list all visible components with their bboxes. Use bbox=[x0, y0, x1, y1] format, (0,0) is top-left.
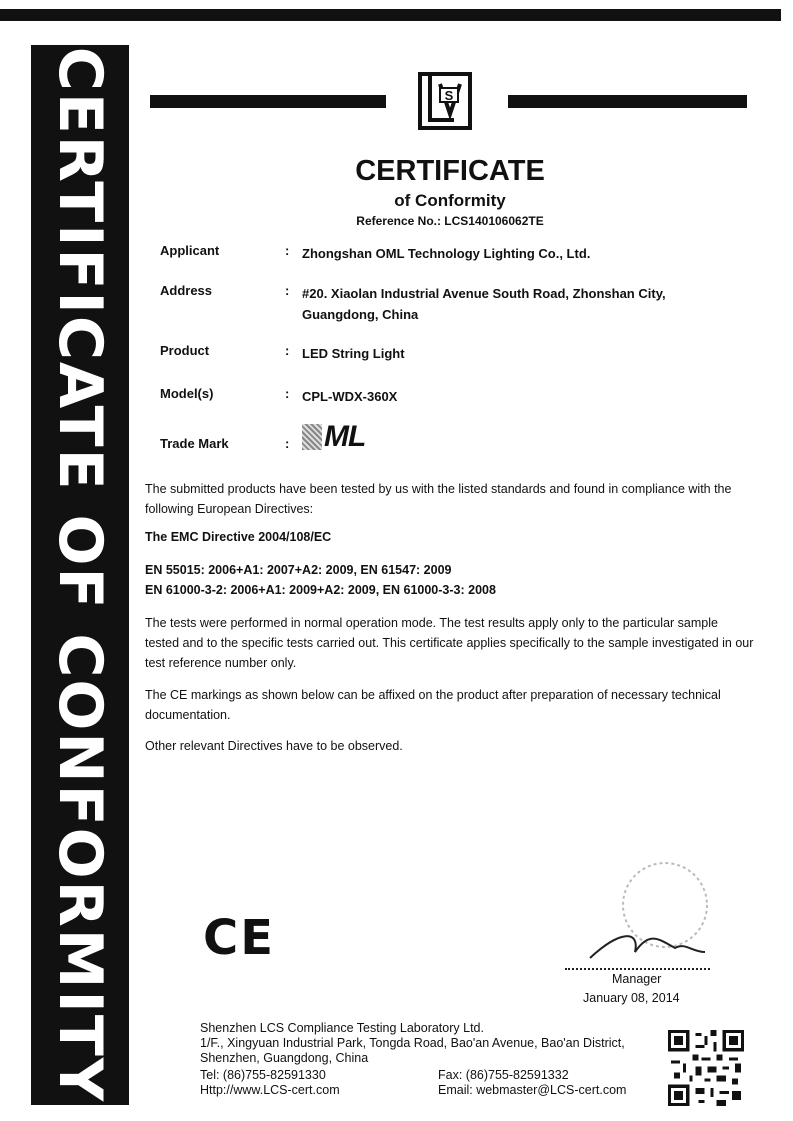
other-directives-paragraph: Other relevant Directives have to be observed. bbox=[145, 739, 403, 753]
trademark-text: ML bbox=[324, 420, 366, 453]
field-colon: : bbox=[285, 343, 290, 358]
field-colon: : bbox=[285, 386, 290, 401]
signature-line bbox=[565, 968, 710, 970]
intro-paragraph: The submitted products have been tested by us with the listed standards and found in compliance with the following European Directives: bbox=[145, 482, 732, 516]
certificate-subtitle: of Conformity bbox=[394, 191, 506, 210]
side-band-text: CERTIFICATE OF CONFORMITY bbox=[45, 46, 115, 1104]
svg-text:S: S bbox=[444, 88, 454, 103]
footer-address-1: 1/F., Xingyuan Industrial Park, Tongda Road, Bao'an Avenue, Bao'an District, bbox=[200, 1036, 625, 1050]
footer-tel: Tel: (86)755-82591330 bbox=[200, 1068, 326, 1082]
certificate-title: CERTIFICATE bbox=[355, 155, 545, 187]
footer-company: Shenzhen LCS Compliance Testing Laboratory Ltd. bbox=[200, 1021, 484, 1035]
standards-line-2: EN 61000-3-2: 2006+A1: 2009+A2: 2009, EN 61000-3-3: 2008 bbox=[145, 583, 496, 597]
field-label: Trade Mark bbox=[160, 436, 229, 451]
trademark-swirl-icon bbox=[302, 424, 322, 450]
field-value: CPL-WDX-360X bbox=[302, 389, 398, 404]
signatory-title: Manager bbox=[612, 972, 662, 986]
top-rule bbox=[0, 9, 781, 21]
reference-number: Reference No.: LCS140106062TE bbox=[356, 214, 544, 228]
field-colon: : bbox=[285, 436, 290, 451]
field-label: Model(s) bbox=[160, 386, 214, 401]
ce-mark: CE bbox=[203, 910, 276, 966]
signature-stamp bbox=[580, 860, 720, 970]
footer-address-2: Shenzhen, Guangdong, China bbox=[200, 1051, 369, 1065]
field-value: LED String Light bbox=[302, 346, 405, 361]
logo-bar-left bbox=[150, 95, 386, 108]
directive-title: The EMC Directive 2004/108/EC bbox=[145, 530, 332, 544]
side-band bbox=[31, 45, 129, 1105]
lcs-logo-icon bbox=[410, 70, 480, 132]
tests-paragraph: The tests were performed in normal operation mode. The test results apply only to the particular sample tested and to the specific tests carried out. This certificate applies specifically to the sample investigated in our test reference number only. bbox=[145, 616, 754, 670]
standards-line-1: EN 55015: 2006+A1: 2007+A2: 2009, EN 61547: 2009 bbox=[145, 563, 452, 577]
footer-fax: Fax: (86)755-82591332 bbox=[438, 1068, 569, 1082]
footer-email: Email: webmaster@LCS-cert.com bbox=[438, 1083, 627, 1097]
field-value: #20. Xiaolan Industrial Avenue South Road, Zhonshan City, Guangdong, China bbox=[302, 286, 666, 322]
ce-paragraph: The CE markings as shown below can be affixed on the product after preparation of necessary technical documentation. bbox=[145, 688, 721, 722]
field-label: Product bbox=[160, 343, 210, 358]
footer-web: Http://www.LCS-cert.com bbox=[200, 1083, 340, 1097]
field-colon: : bbox=[285, 283, 290, 298]
qr-code-icon bbox=[668, 1030, 744, 1106]
field-label: Address bbox=[160, 283, 213, 298]
field-value: Zhongshan OML Technology Lighting Co., Ltd. bbox=[302, 246, 591, 261]
field-label: Applicant bbox=[160, 243, 220, 258]
field-colon: : bbox=[285, 243, 290, 258]
certificate-date: January 08, 2014 bbox=[583, 991, 680, 1005]
logo-bar-right bbox=[508, 95, 747, 108]
